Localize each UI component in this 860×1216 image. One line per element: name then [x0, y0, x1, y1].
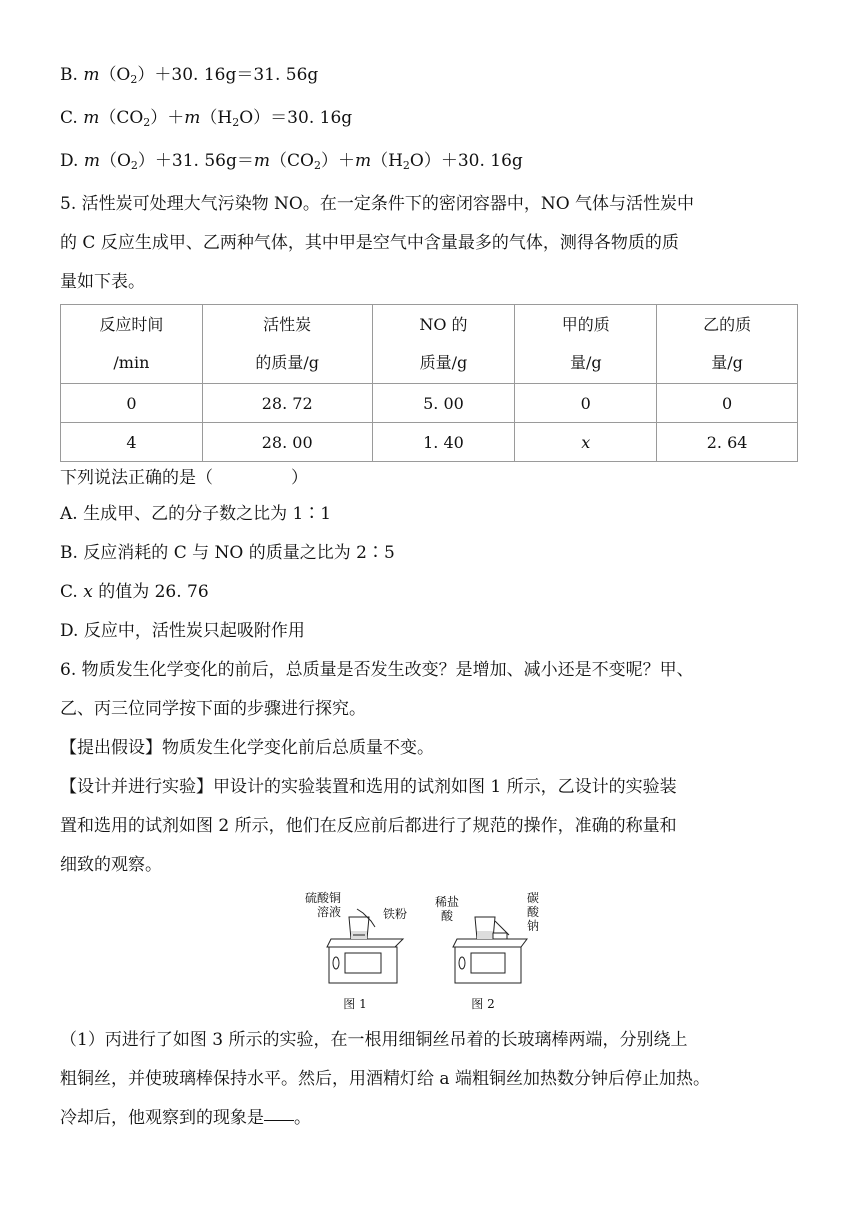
- figure-1-caption: 图 1: [343, 997, 367, 1011]
- figure-1-label-left: 硫酸铜 溶液: [305, 891, 342, 919]
- q5-stem-line-3: 量如下表。: [60, 272, 145, 292]
- q5-data-table: [60, 304, 798, 462]
- q5-option-a: A. 生成甲、乙的分子数之比为 1∶1: [60, 504, 332, 524]
- figure-2-caption: 图 2: [471, 997, 495, 1011]
- q6-design-line-3: 细致的观察。: [60, 855, 162, 875]
- figure-1-label-right: 铁粉: [383, 907, 408, 921]
- table-cell: 0: [657, 384, 798, 423]
- q6-design-line-2: 置和选用的试剂如图 2 所示，他们在反应前后都进行了规范的操作，准确的称量和: [60, 816, 677, 836]
- table-cell: 28. 00: [202, 423, 372, 462]
- q4-option-d: D. $m(O_2)+31$. $56g=m(CO_2)+m(H_2O)+30$. 16g: [60, 151, 523, 172]
- document-page: [60, 56, 800, 1138]
- table-row: [61, 423, 798, 462]
- table-row: [61, 384, 798, 423]
- answer-blank[interactable]: [264, 1119, 294, 1121]
- table-cell: 5. 00: [372, 384, 515, 423]
- q6-stem-line-1: 6. 物质发生化学变化的前后，总质量是否发生改变？是增加、减小还是不变呢？甲、: [60, 660, 694, 680]
- q5-option-b: B. 反应消耗的 C 与 NO 的质量之比为 2∶5: [60, 543, 395, 563]
- q6-sub1-line-2: 粗铜丝，并使玻璃棒保持水平。然后，用酒精灯给 a 端粗铜丝加热数分钟后停止加热。: [60, 1069, 710, 1089]
- table-cell: 0: [515, 384, 657, 423]
- table-cell: 1. 40: [372, 423, 515, 462]
- q6-stem-line-2: 乙、丙三位同学按下面的步骤进行探究。: [60, 699, 366, 719]
- figure-1: [305, 891, 415, 1011]
- figure-2-label-right: 碳 酸 钠: [527, 891, 540, 933]
- table-cell: 28. 72: [202, 384, 372, 423]
- header-carbon-mass: 活性炭 的质量/g: [202, 305, 372, 384]
- q5-option-c: C. x 的值为 26. 76: [60, 582, 209, 602]
- header-yi-mass: 乙的质 量/g: [657, 305, 798, 384]
- q6-design-line-1: 【设计并进行实验】甲设计的实验装置和选用的试剂如图 1 所示，乙设计的实验装: [60, 777, 677, 797]
- table-cell: 0: [61, 384, 203, 423]
- table-cell: 2. 64: [657, 423, 798, 462]
- header-jia-mass: 甲的质 量/g: [515, 305, 657, 384]
- header-no-mass: NO 的 质量/g: [372, 305, 515, 384]
- experiment-figures: [60, 891, 800, 1011]
- q4-option-b: B. $m(O_2)+30$. 16g＝31. 56g: [60, 65, 319, 86]
- q5-stem-line-2: 的 C 反应生成甲、乙两种气体，其中甲是空气中含量最多的气体，测得各物质的质: [60, 233, 679, 253]
- figure-2: [435, 891, 545, 1011]
- table-header-row: [61, 305, 798, 384]
- table-cell: x: [515, 423, 657, 462]
- q5-option-d: D. 反应中，活性炭只起吸附作用: [60, 621, 305, 641]
- figure-2-label-left: 稀盐 酸: [435, 895, 460, 923]
- q5-prompt: 下列说法正确的是（ ）: [60, 468, 308, 488]
- q6-hypothesis: 【提出假设】物质发生化学变化前后总质量不变。: [60, 738, 434, 758]
- table-cell: 4: [61, 423, 203, 462]
- q6-sub1-line-1: （1）丙进行了如图 3 所示的实验，在一根用细铜丝吊着的长玻璃棒两端，分别绕上: [60, 1030, 688, 1050]
- q6-sub1-line-3: 冷却后，他观察到的现象是 。: [60, 1108, 311, 1128]
- q5-stem-line-1: 5. 活性炭可处理大气污染物 NO。在一定条件下的密闭容器中，NO 气体与活性炭中: [60, 194, 695, 214]
- header-time: 反应时间 /min: [61, 305, 203, 384]
- q4-option-c: C. $m(CO_2)+m(H_2O)=30$. 16g: [60, 108, 353, 129]
